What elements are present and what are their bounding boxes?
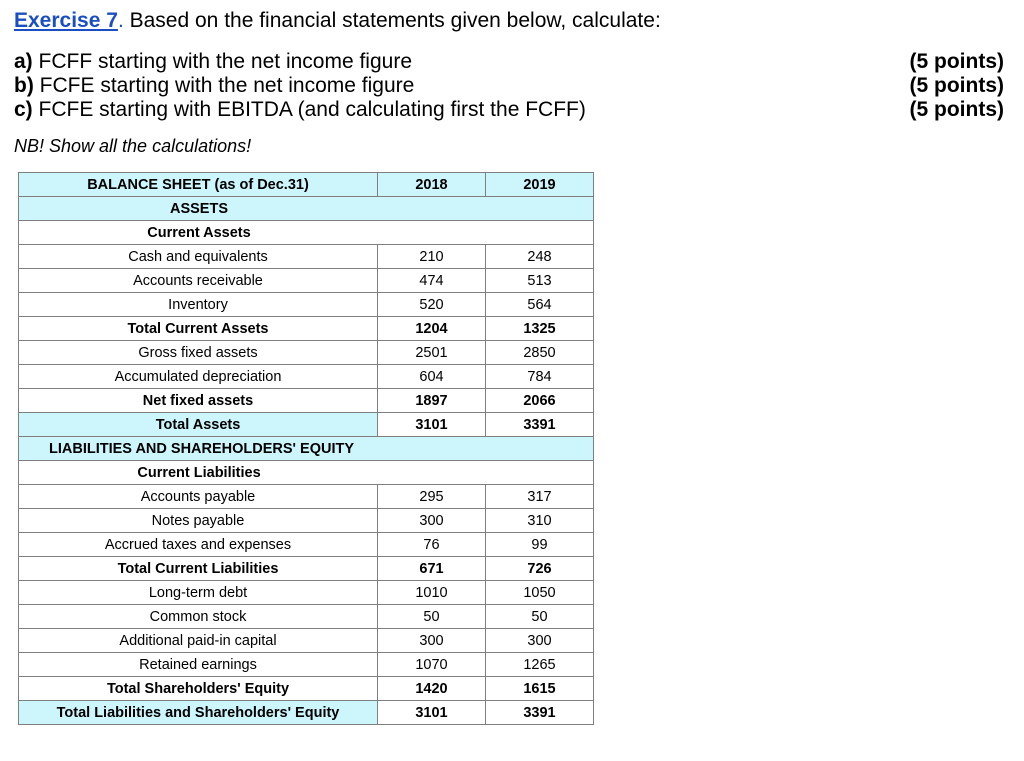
section-liabilities: LIABILITIES AND SHAREHOLDERS' EQUITY — [19, 437, 594, 461]
section-assets — [19, 197, 594, 221]
section-assets-label: ASSETS — [169, 200, 228, 217]
row-label: Inventory — [19, 293, 378, 317]
title-dot: . — [117, 9, 124, 32]
row-2018: 295 — [378, 485, 486, 509]
row-label: Accounts payable — [19, 485, 378, 509]
task-points: (5 points) — [909, 98, 1004, 121]
table-row — [19, 269, 594, 293]
row-2018: 1897 — [378, 389, 486, 413]
row-label: Net fixed assets — [19, 389, 378, 413]
row-2018: 76 — [378, 533, 486, 557]
row-2019: 2066 — [486, 389, 594, 413]
balance-sheet-table — [18, 172, 594, 725]
row-2018: 3101 — [378, 701, 486, 725]
row-label: Accrued taxes and expenses — [19, 533, 378, 557]
task-points: (5 points) — [909, 50, 1004, 73]
table-row — [19, 581, 594, 605]
table-row-total — [19, 317, 594, 341]
row-label: Total Current Liabilities — [19, 557, 378, 581]
row-label: Long-term debt — [19, 581, 378, 605]
task-c — [14, 98, 1004, 122]
row-label: Total Assets — [19, 413, 378, 437]
task-letter: b) — [14, 74, 34, 97]
task-text: FCFF starting with the net income figure — [32, 50, 412, 73]
row-2019: 317 — [486, 485, 594, 509]
row-2019: 784 — [486, 365, 594, 389]
row-label: Total Liabilities and Shareholders' Equity — [19, 701, 378, 725]
row-label: Total Shareholders' Equity — [19, 677, 378, 701]
task-list — [14, 50, 1004, 122]
instruction-text: Based on the financial statements given below, calculate: — [123, 9, 661, 32]
current-assets-label: Current Assets — [147, 224, 251, 241]
table-row-total — [19, 389, 594, 413]
table-row — [19, 293, 594, 317]
table-row-total-assets — [19, 413, 594, 437]
table-row — [19, 245, 594, 269]
row-2018: 50 — [378, 605, 486, 629]
table-row — [19, 629, 594, 653]
table-row — [19, 653, 594, 677]
row-2019: 310 — [486, 509, 594, 533]
task-text: FCFE starting with EBITDA (and calculating first the FCFF) — [32, 98, 586, 121]
row-2019: 99 — [486, 533, 594, 557]
row-2019: 3391 — [486, 413, 594, 437]
row-2019: 1615 — [486, 677, 594, 701]
table-row-total — [19, 557, 594, 581]
row-2018: 520 — [378, 293, 486, 317]
row-label: Accounts receivable — [19, 269, 378, 293]
row-2018: 2501 — [378, 341, 486, 365]
table-row-total — [19, 677, 594, 701]
current-liabilities-label: Current Liabilities — [137, 464, 261, 481]
header-year-2019: 2019 — [486, 173, 594, 197]
table-row — [19, 533, 594, 557]
row-2018: 671 — [378, 557, 486, 581]
table-row — [19, 365, 594, 389]
table-row — [19, 605, 594, 629]
task-b — [14, 74, 1004, 98]
row-2018: 474 — [378, 269, 486, 293]
table-header-row — [19, 173, 594, 197]
section-assets-row — [19, 197, 594, 221]
row-2019: 1265 — [486, 653, 594, 677]
row-2019: 3391 — [486, 701, 594, 725]
current-assets-row — [19, 221, 594, 245]
row-label: Notes payable — [19, 509, 378, 533]
row-2019: 248 — [486, 245, 594, 269]
current-assets — [19, 221, 594, 245]
row-2019: 1050 — [486, 581, 594, 605]
row-2018: 604 — [378, 365, 486, 389]
row-2019: 726 — [486, 557, 594, 581]
table-row — [19, 509, 594, 533]
row-2019: 1325 — [486, 317, 594, 341]
row-2018: 3101 — [378, 413, 486, 437]
current-liabilities — [19, 461, 594, 485]
row-label: Additional paid-in capital — [19, 629, 378, 653]
row-label: Cash and equivalents — [19, 245, 378, 269]
row-2019: 2850 — [486, 341, 594, 365]
note: NB! Show all the calculations! — [14, 136, 252, 156]
row-label: Total Current Assets — [19, 317, 378, 341]
row-label: Retained earnings — [19, 653, 378, 677]
task-points: (5 points) — [909, 74, 1004, 97]
row-label: Common stock — [19, 605, 378, 629]
header-label: BALANCE SHEET (as of Dec.31) — [19, 173, 378, 197]
row-2018: 1070 — [378, 653, 486, 677]
header-year-2018: 2018 — [378, 173, 486, 197]
exercise-title — [14, 8, 661, 34]
row-2018: 300 — [378, 629, 486, 653]
task-letter: c) — [14, 98, 33, 121]
section-liabilities-row — [19, 437, 594, 461]
current-liabilities-row — [19, 461, 594, 485]
row-label: Gross fixed assets — [19, 341, 378, 365]
task-a — [14, 50, 1004, 74]
table-row — [19, 341, 594, 365]
row-2018: 210 — [378, 245, 486, 269]
row-label: Accumulated depreciation — [19, 365, 378, 389]
row-2019: 564 — [486, 293, 594, 317]
row-2019: 513 — [486, 269, 594, 293]
row-2018: 300 — [378, 509, 486, 533]
task-letter: a) — [14, 50, 33, 73]
exercise-link[interactable]: Exercise 7 — [14, 9, 118, 32]
row-2019: 300 — [486, 629, 594, 653]
row-2018: 1420 — [378, 677, 486, 701]
task-text: FCFE starting with the net income figure — [33, 74, 415, 97]
row-2018: 1010 — [378, 581, 486, 605]
row-2018: 1204 — [378, 317, 486, 341]
table-row — [19, 485, 594, 509]
table-row-total-liab-equity — [19, 701, 594, 725]
row-2019: 50 — [486, 605, 594, 629]
